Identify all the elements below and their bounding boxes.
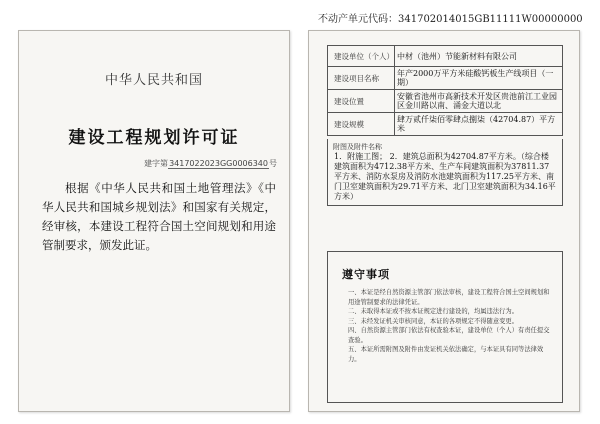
attachment-label: 附图及附件名称 bbox=[333, 143, 382, 151]
table-row bbox=[328, 113, 563, 136]
list-item: 三、未经发证机关审核同意，本证的各项规定不得随意变更。 bbox=[348, 317, 519, 325]
real-estate-unit-code: 不动产单元代码：341702014015GB11111W00000000 bbox=[318, 14, 583, 25]
project-info-table bbox=[327, 45, 563, 136]
table-row bbox=[328, 46, 563, 67]
row-label: 建设单位（个人） bbox=[328, 46, 395, 67]
row-value: 年产2000万平方米硅酸钙板生产线项目（一期） bbox=[395, 67, 563, 90]
row-value: 肆万贰仟柒佰零肆点捌柒（42704.87）平方米 bbox=[395, 113, 563, 136]
certificate-title: 建设工程规划许可证 bbox=[68, 128, 240, 148]
attachment-text: 1．附施工图； 2．建筑总面积为42704.87平方米。（综合楼建筑面积为4712.38平方米、生产车间建筑面积为37811.37平方米、消防水泵房及消防水池建筑面积为117.25平方米、南门卫室建筑面积为29.71平方米、北门卫室建筑面积为34.16平方米） bbox=[334, 152, 556, 201]
certificate-body-text: 根据《中华人民共和国土地管理法》《中华人民共和国城乡规划法》和国家有关规定，经审核，本建设工程符合国土空间规划和用途管制要求，颁发此证。 bbox=[42, 181, 276, 252]
row-label: 建设项目名称 bbox=[328, 67, 395, 90]
country-name: 中华人民共和国 bbox=[104, 73, 203, 88]
notice-section bbox=[327, 251, 563, 403]
list-item: 五、本证所需附图及附件由发证机关依法确定，与本证具有同等法律效力。 bbox=[348, 346, 544, 363]
certificate-cover-page bbox=[18, 30, 290, 412]
cert-no-prefix: 建字第 bbox=[144, 159, 169, 168]
row-label: 建设位置 bbox=[328, 90, 395, 113]
row-value: 安徽省池州市高新技术开发区贵池前江工业园区金川路以南、涌金大道以北 bbox=[395, 90, 563, 113]
notice-list bbox=[348, 288, 554, 364]
certificate-number bbox=[144, 158, 277, 169]
table-row bbox=[328, 90, 563, 113]
list-item: 一、本证是经自然资源主管部门依法审核，建设工程符合国土空间规划和用途管制要求的法律凭证。 bbox=[348, 289, 550, 306]
notice-title: 遵守事项 bbox=[342, 268, 390, 281]
cert-no-suffix: 号 bbox=[269, 159, 277, 168]
list-item: 四、自然资源主管部门依法有权查验本证，建设单位（个人）有责任提交查验。 bbox=[348, 327, 550, 344]
row-label: 建设规模 bbox=[328, 113, 395, 136]
attachment-section bbox=[327, 139, 563, 206]
certificate-detail-page bbox=[308, 30, 580, 412]
list-item: 二、未取得本证或不按本证规定进行建设的，均属违法行为。 bbox=[348, 308, 519, 315]
cert-no-value: 3417022023GG0006340 bbox=[169, 159, 268, 168]
table-row bbox=[328, 67, 563, 90]
row-value: 中材（池州）节能新材料有限公司 bbox=[395, 46, 563, 67]
